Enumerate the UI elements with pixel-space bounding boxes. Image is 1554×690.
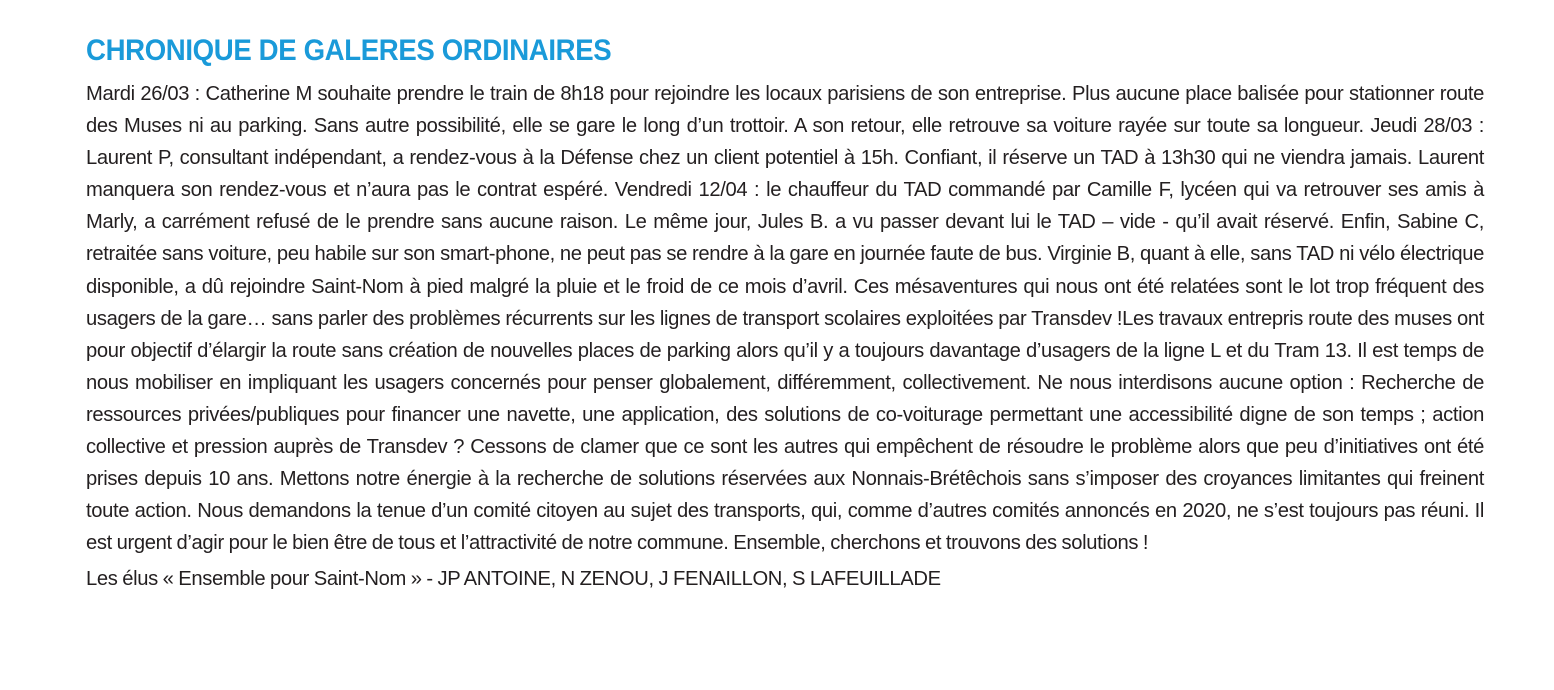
article (86, 30, 1484, 595)
article-body: Mardi 26/03 : Catherine M souhaite prendre le train de 8h18 pour rejoindre les locaux parisiens de son entreprise. Plus aucune place balisée pour stationner route des Muses ni au parking. Sans autre possibilité, elle se gare le long d’un trottoir. A son retour, elle retrouve sa voiture rayée sur toute sa longueur. Jeudi 28/03 : Laurent P, consultant indépendant, a rendez-vous à la Défense chez un client potentiel à 15h. Confiant, il réserve un TAD à 13h30 qui ne viendra jamais. Laurent manquera son rendez-vous et n’aura pas le contrat espéré. Vendredi 12/04 : le chauffeur du TAD commandé par Camille F, lycéen qui va retrouver ses amis à Marly, a carrément refusé de le prendre sans aucune raison. Le même jour, Jules B. a vu passer devant lui le TAD – vide - qu’il avait réservé. Enfin, Sabine C, retraitée sans voiture, peu habile sur son smart-phone, ne peut pas se rendre à la gare en journée faute de bus. Virginie B, quant à elle, sans TAD ni vélo électrique disponible, a dû rejoindre Saint-Nom à pied malgré la pluie et le froid de ce mois d’avril. Ces mésaventures qui nous ont été relatées sont le lot trop fréquent des usagers de la gare… sans parler des problèmes récurrents sur les lignes de transport scolaires exploitées par Transdev !Les travaux entrepris route des muses ont pour objectif d’élargir la route sans création de nouvelles places de parking alors qu’il y a toujours davantage d’usagers de la ligne L et du Tram 13. Il est temps de nous mobiliser en impliquant les usagers concernés pour penser globalement, différemment, collectivement. Ne nous interdisons aucune option : Recherche de ressources privées/publiques pour financer une navette, une application, des solutions de co-voiturage permettant une accessibilité digne de son temps ; action collective et pression auprès de Transdev ? Cessons de clamer que ce sont les autres qui empêchent de résoudre le problème alors que peu d’initiatives ont été prises depuis 10 ans. Mettons notre énergie à la recherche de solutions réservées aux Nonnais-Brétêchois sans s’imposer des croyances limitantes qui freinent toute action. Nous demandons la tenue d’un comité citoyen au sujet des transports, qui, comme d’autres comités annoncés en 2020, ne s’est toujours pas réuni. Il est urgent d’agir pour le bien être de tous et l’attractivité de notre commune. Ensemble, cherchons et trouvons des solutions ! (86, 83, 1484, 555)
article-signature: Les élus « Ensemble pour Saint-Nom » - JP ANTOINE, N ZENOU, J FENAILLON, S LAFEUILLADE (86, 568, 941, 591)
article-title: CHRONIQUE DE GALERES ORDINAIRES (86, 34, 612, 67)
